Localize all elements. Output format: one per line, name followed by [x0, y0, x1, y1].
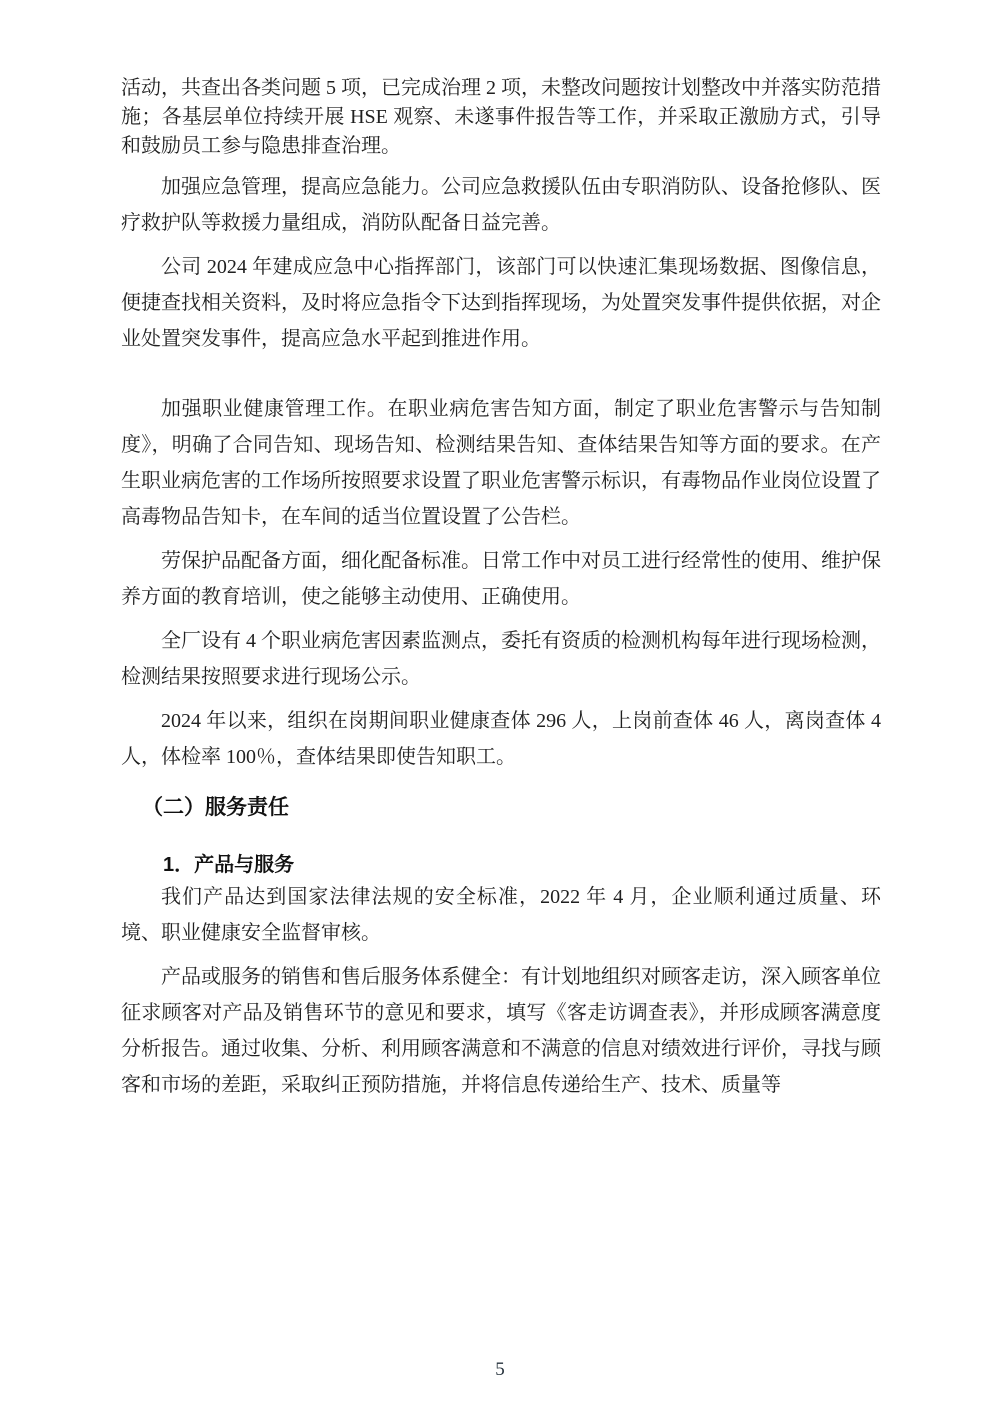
- page-footer: [0, 1356, 1000, 1384]
- body-paragraph: 2024 年以来，组织在岗期间职业健康查体 296 人，上岗前查体 46 人，离岗查体 4 人，体检率 100％，查体结果即使告知职工。: [121, 710, 881, 768]
- body-paragraph: 加强应急管理，提高应急能力。公司应急救援队伍由专职消防队、设备抢修队、医疗救护队等救援力量组成，消防队配备日益完善。: [121, 176, 881, 234]
- body-paragraph: 公司 2024 年建成应急中心指挥部门，该部门可以快速汇集现场数据、图像信息，便捷查找相关资料，及时将应急指令下达到指挥现场，为处置突发事件提供依据，对企业处置突发事件，提高应急水平起到推进作用。: [121, 256, 881, 350]
- body-paragraph: 我们产品达到国家法律法规的安全标准，2022 年 4 月，企业顺利通过质量、环境、职业健康安全监督审核。: [121, 886, 881, 944]
- section-heading: （二）服务责任: [142, 796, 289, 819]
- body-paragraph: 产品或服务的销售和售后服务体系健全：有计划地组织对顾客走访，深入顾客单位征求顾客对产品及销售环节的意见和要求，填写《客走访调查表》，并形成顾客满意度分析报告。通过收集、分析、利用顾客满意和不满意的信息对绩效进行评价，寻找与顾客和市场的差距，采取纠正预防措施，并将信息传递给生产、技术、质量等: [121, 966, 881, 1096]
- body-paragraph: 劳保护品配备方面，细化配备标准。日常工作中对员工进行经常性的使用、维护保养方面的教育培训，使之能够主动使用、正确使用。: [121, 550, 881, 608]
- page-number: 5: [495, 1359, 505, 1380]
- subsection-heading: 1．产品与服务: [163, 854, 295, 876]
- body-paragraph: 活动，共查出各类问题 5 项，已完成治理 2 项，未整改问题按计划整改中并落实防范措施；各基层单位持续开展 HSE 观察、未遂事件报告等工作，并采取正激励方式，引导和鼓励员工参与隐患排查治理。: [121, 77, 881, 157]
- body-paragraph: 全厂设有 4 个职业病危害因素监测点，委托有资质的检测机构每年进行现场检测，检测结果按照要求进行现场公示。: [121, 630, 881, 688]
- document-body: [121, 74, 881, 1103]
- body-paragraph: 加强职业健康管理工作。在职业病危害告知方面，制定了职业危害警示与告知制度》，明确了合同告知、现场告知、检测结果告知、查体结果告知等方面的要求。在产生职业病危害的工作场所按照要求设置了职业危害警示标识，有毒物品作业岗位设置了高毒物品告知卡，在车间的适当位置设置了公告栏。: [121, 398, 881, 528]
